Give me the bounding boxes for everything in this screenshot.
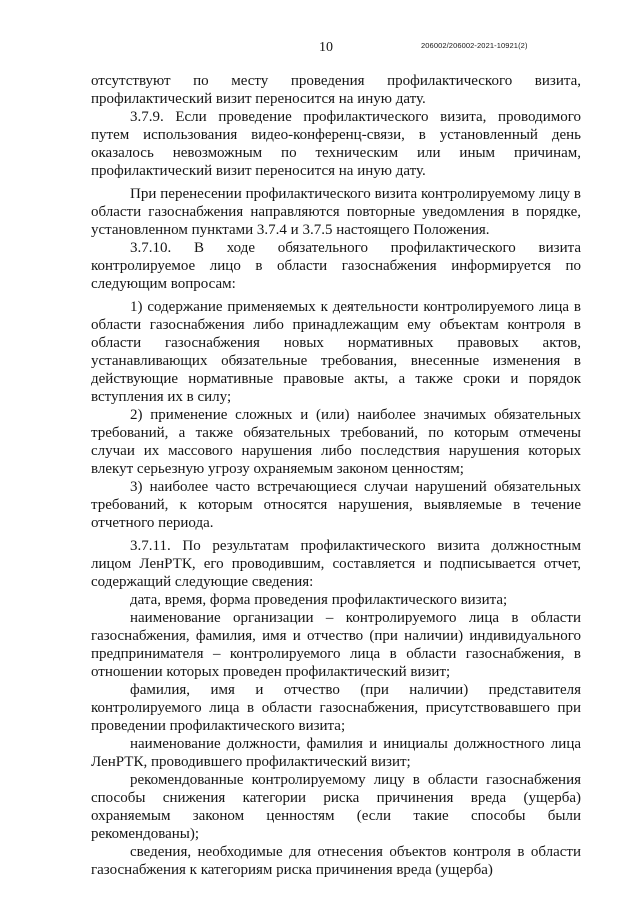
paragraph-rescheduling: При перенесении профилактического визита контролируемому лицу в области газоснабжения направляются повторные уведомления в порядке, установленном пунктами 3.7.4 и 3.7.5 настоящего Положения.	[91, 186, 581, 238]
page-number: 10	[319, 40, 333, 55]
report-field-representative: фамилия, имя и отчество (при наличии) представителя контролируемого лица в области газоснабжения, присутствовавшего при проведении профилактического визита;	[91, 682, 581, 734]
report-field-risk-category: сведения, необходимые для отнесения объектов контроля в области газоснабжения к категориям риска причинения вреда (ущерба)	[91, 844, 581, 878]
paragraph-continuation: отсутствуют по месту проведения профилактического визита, профилактический визит переносится на иную дату.	[91, 73, 581, 107]
report-field-organization: наименование организации – контролируемого лица в области газоснабжения, фамилия, имя и отчество (при наличии) индивидуального предпринимателя – контролируемого лица в области газоснабжения, в отношении которых проведен профилактический визит;	[91, 610, 581, 680]
paragraph-3-7-9: 3.7.9. Если проведение профилактического визита, проводимого путем использования видео-конференц-связи, в установленный день оказалось невозможным по техническим или иным причинам, профилактический визит переносится на иную дату.	[91, 109, 581, 179]
paragraph-3-7-11: 3.7.11. По результатам профилактического визита должностным лицом ЛенРТК, его проводившим, составляется и подписывается отчет, содержащий следующие сведения:	[91, 538, 581, 590]
document-code: 206002/206002-2021-10921(2)	[421, 41, 528, 50]
document-body	[91, 72, 581, 879]
report-field-date: дата, время, форма проведения профилактического визита;	[130, 592, 508, 608]
list-item-2: 2) применение сложных и (или) наиболее значимых обязательных требований, а также обязательных требований, по которым отмечены случаи их массового нарушения либо последствия нарушения которых влекут серьезную угрозу охраняемым законом ценностям;	[91, 407, 581, 477]
report-field-recommendations: рекомендованные контролируемому лицу в области газоснабжения способы снижения категории риска причинения вреда (ущерба) охраняемым законом ценностям (если такие способы были рекомендованы);	[91, 772, 581, 842]
paragraph-3-7-10: 3.7.10. В ходе обязательного профилактического визита контролируемое лицо в области газоснабжения информируется по следующим вопросам:	[91, 240, 581, 292]
list-item-3: 3) наиболее часто встречающиеся случаи нарушений обязательных требований, к которым относятся нарушения, выявляемые в течение отчетного периода.	[91, 479, 581, 531]
list-item-1: 1) содержание применяемых к деятельности контролируемого лица в области газоснабжения либо принадлежащим ему объектам контроля в области газоснабжения новых нормативных правовых актов, устанавливающих обязательные требования, внесенные изменения в действующие нормативные правовые акты, а также сроки и порядок вступления их в силу;	[91, 299, 581, 405]
report-field-official: наименование должности, фамилия и инициалы должностного лица ЛенРТК, проводившего профилактический визит;	[91, 736, 581, 770]
